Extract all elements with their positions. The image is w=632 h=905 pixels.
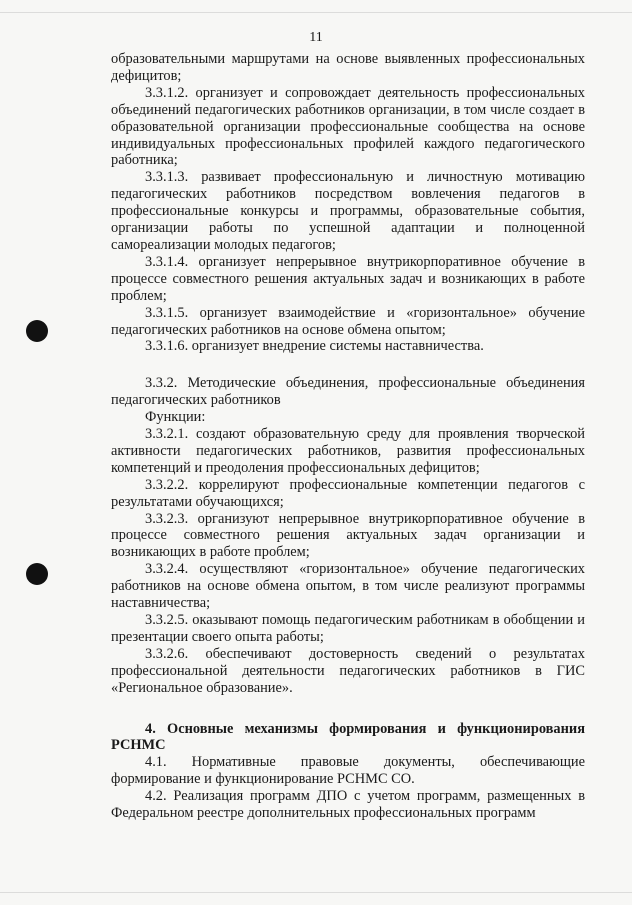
paragraph-3-3-1-5: 3.3.1.5. организует взаимодействие и «горизонтальное» обучение педагогических работников на основе обмена опытом; [111, 304, 585, 338]
paragraph-3-3-2: 3.3.2. Методические объединения, профессиональные объединения педагогических работников [111, 375, 585, 409]
paragraph-3-3-2-5: 3.3.2.5. оказывают помощь педагогическим работникам в обобщении и презентации своего опыта работы; [111, 612, 585, 645]
paragraph-3-3-2-4: 3.3.2.4. осуществляют «горизонтальное» обучение педагогических работников на основе обмена опытом, в том числе реализуют программы наставничества; [111, 561, 585, 612]
paragraph-4-1: 4.1. Нормативные правовые документы, обеспечивающие формирование и функционирование РСНМС СО. [111, 754, 585, 788]
paragraph-3-3-1-4: 3.3.1.4. организует непрерывное внутрикорпоративное обучение в процессе совместного решения актуальных задач и возникающих в работе проблем; [111, 253, 585, 304]
document-body [111, 51, 585, 822]
paragraph-3-3-2-3: 3.3.2.3. организуют непрерывное внутрикорпоративное обучение в процессе совместного решения актуальных задач организации и возникающих в работе проблем; [111, 510, 585, 561]
binder-hole-lower [26, 563, 48, 585]
scan-artifact-top [0, 12, 632, 13]
paragraph-3-3-2-6: 3.3.2.6. обеспечивают достоверность сведений о результатах профессиональной деятельности педагогических работников в ГИС «Региональное образование». [111, 645, 585, 696]
functions-label: Функции: [145, 409, 206, 426]
binder-hole-upper [26, 320, 48, 342]
paragraph-3-3-1-2: 3.3.1.2. организует и сопровождает деятельность профессиональных объединений педагогических работников организации, в том числе создает в образовательной организации профессиональные сообщества на основе индивидуальных профессиональных профилей каждого педагогического работника; [111, 84, 585, 169]
paragraph-3-3-2-1: 3.3.2.1. создают образовательную среду для проявления творческой активности педагогических работников, развития профессиональных компетенций и преодоления профессиональных дефицитов; [111, 426, 585, 476]
page-number: 11 [309, 30, 323, 45]
paragraph-continuation: образовательными маршрутами на основе выявленных профессиональных дефицитов; [111, 51, 585, 84]
paragraph-3-3-1-3: 3.3.1.3. развивает профессиональную и личностную мотивацию педагогических работников посредством вовлечения педагогов в профессиональные конкурсы и программы, образовательные события, организации работы по успешной адаптации и полноценной самореализации молодых педагогов; [111, 169, 585, 253]
section-4-heading: 4. Основные механизмы формирования и функционирования РСНМС [111, 720, 585, 754]
paragraph-4-2: 4.2. Реализация программ ДПО с учетом программ, размещенных в Федеральном реестре дополнительных профессиональных программ [111, 788, 585, 822]
scan-artifact-bottom [0, 892, 632, 893]
paragraph-3-3-2-2: 3.3.2.2. коррелируют профессиональные компетенции педагогов с результатами обучающихся; [111, 476, 585, 510]
paragraph-3-3-1-6: 3.3.1.6. организует внедрение системы наставничества. [145, 338, 484, 355]
